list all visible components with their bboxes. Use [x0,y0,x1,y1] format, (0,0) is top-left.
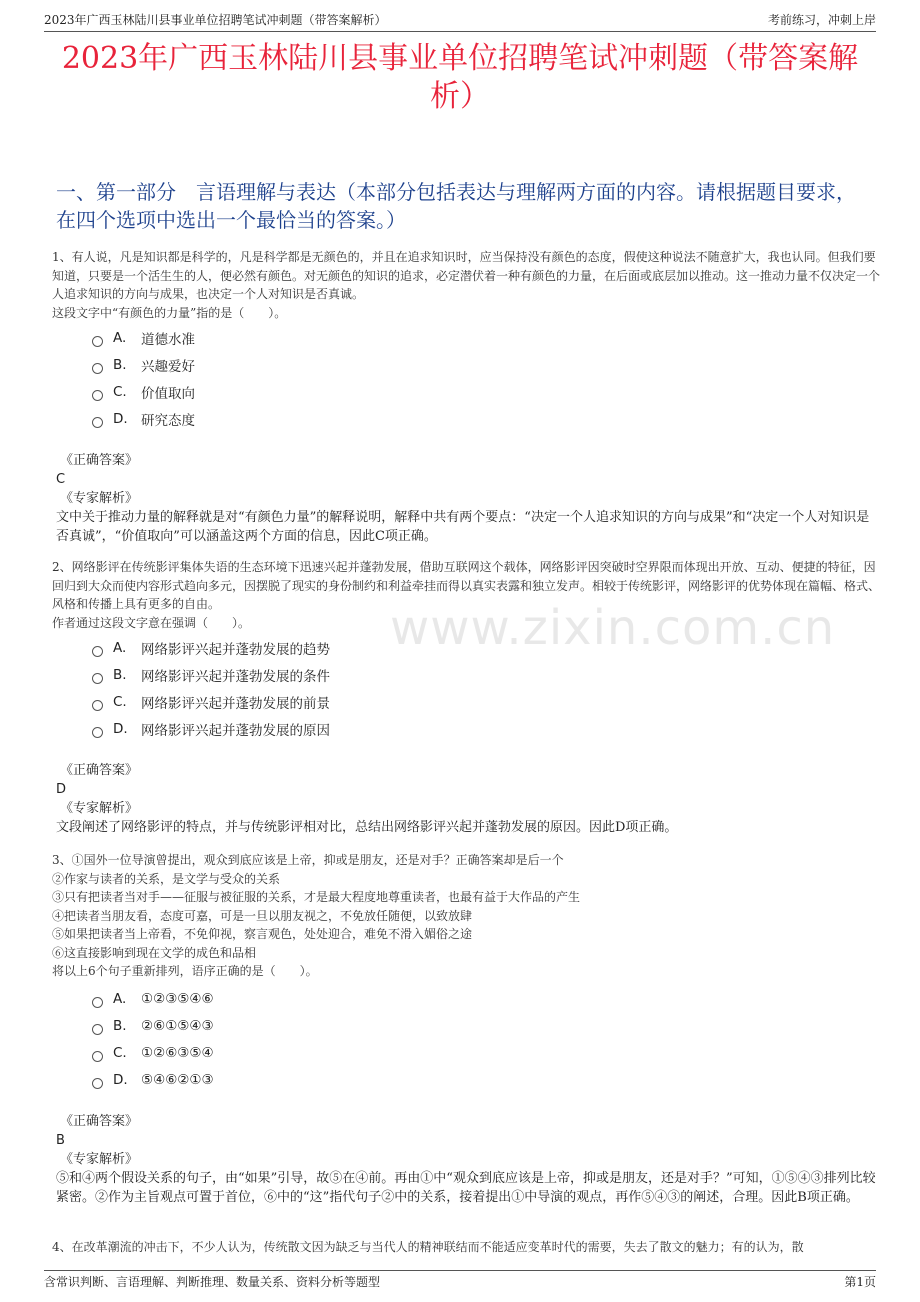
answer-label: 《正确答案》 [60,763,139,778]
radio-icon[interactable] [92,1024,103,1035]
question-3-line-4: ④把读者当朋友看，态度可嘉，可是一旦以朋友视之，不免放任随便，以致放肆 [52,908,473,923]
question-1-option-a[interactable]: A. 道德水准 [92,324,592,351]
question-4-stem [52,1238,880,1257]
radio-icon[interactable] [92,997,103,1008]
question-3-options [92,985,592,1093]
radio-icon[interactable] [92,1078,103,1089]
question-3-line-5: ⑤如果把读者当上帝看，不免仰视，察言观色，处处迎合，难免不滑入媚俗之途 [52,927,473,941]
question-1-option-b[interactable]: B. 兴趣爱好 [92,351,592,378]
question-1-options [92,324,592,432]
radio-icon[interactable] [92,417,103,428]
question-2-options [92,634,592,742]
question-3-option-b[interactable]: B. ②⑥①⑤④③ [92,1012,592,1039]
watermark: www.zixin.com.cn [390,600,836,656]
question-2-option-b[interactable]: B. 网络影评兴起并蓬勃发展的条件 [92,661,592,688]
analysis-label: 《专家解析》 [60,801,139,816]
question-1-prompt: 这段文字中“有颜色的力量”指的是（ ）。 [52,305,287,320]
radio-icon[interactable] [92,727,103,738]
question-3-prompt: 将以上6个句子重新排列，语序正确的是（ ）。 [52,964,318,978]
footer-note: 含常识判断、言语理解、判断推理、数量关系、资料分析等题型 [44,1275,381,1289]
answer-value: B [56,1133,65,1148]
question-3-option-c[interactable]: C. ①②⑥③⑤④ [92,1039,592,1066]
question-2-option-d[interactable]: D. 网络影评兴起并蓬勃发展的原因 [92,715,592,742]
page-header [44,11,876,32]
question-2-option-c[interactable]: C. 网络影评兴起并蓬勃发展的前景 [92,688,592,715]
question-1-answer [56,451,876,546]
radio-icon[interactable] [92,700,103,711]
question-2-stem [52,558,880,632]
radio-icon[interactable] [92,363,103,374]
page-title: 2023年广西玉林陆川县事业单位招聘笔试冲刺题（带答案解析） [61,41,859,114]
question-3-option-d[interactable]: D. ⑤④⑥②①③ [92,1066,592,1093]
question-2-prompt: 作者通过这段文字意在强调（ ）。 [52,615,251,630]
radio-icon[interactable] [92,336,103,347]
radio-icon[interactable] [92,1051,103,1062]
question-3-line-1: 3、①国外一位导演曾提出，观众到底应该是上帝，抑或是朋友，还是对手？正确答案却是后一个 [52,853,564,867]
section-heading: 一、第一部分 言语理解与表达（本部分包括表达与理解两方面的内容。请根据题目要求，在四个选项中选出一个最恰当的答案。） [56,180,856,232]
question-2-option-a[interactable]: A. 网络影评兴起并蓬勃发展的趋势 [92,634,592,661]
question-1-option-c[interactable]: C. 价值取向 [92,378,592,405]
question-1-stem [52,248,880,322]
question-1-option-d[interactable]: D. 研究态度 [92,405,592,432]
analysis-text: ⑤和④两个假设关系的句子，由“如果”引导，故⑤在④前。再由①中“观众到底应该是上帝，抑或是朋友，还是对手？”可知，①⑤④③排列比较紧密。②作为主旨观点可置于首位，⑥中的“这”指代句子②中的关系，接着提出①中导演的观点，再作⑤④③的阐述，合理。因此B项正确。 [56,1171,876,1205]
header-slogan: 考前练习，冲刺上岸 [767,13,876,27]
question-3-option-a[interactable]: A. ①②③⑤④⑥ [92,985,592,1012]
answer-value: C [56,472,66,487]
radio-icon[interactable] [92,646,103,657]
answer-label: 《正确答案》 [60,1114,139,1129]
answer-label: 《正确答案》 [60,453,139,468]
answer-value: D [56,782,67,797]
question-4-text: 4、在改革潮流的冲击下，不少人认为，传统散文因为缺乏与当代人的精神联结而不能适应变革时代的需要，失去了散文的魅力；有的认为，散 [52,1240,804,1254]
analysis-label: 《专家解析》 [60,1152,139,1167]
question-3-line-2: ②作家与读者的关系，是文学与受众的关系 [52,871,281,886]
analysis-text: 文中关于推动力量的解释就是对“有颜色力量”的解释说明，解释中共有两个要点：“决定一个人追求知识的方向与成果”和“决定一个人对知识是否真诚”，“价值取向”可以涵盖这两个方面的信息，因此C项正确。 [56,510,870,544]
analysis-text: 文段阐述了网络影评的特点，并与传统影评相对比，总结出网络影评兴起并蓬勃发展的原因。因此D项正确。 [56,820,678,835]
question-3-stem [52,851,880,981]
question-3-answer [56,1112,876,1207]
question-3-line-6: ⑥这直接影响到现在文学的成色和品相 [52,945,257,960]
question-2-answer [56,761,876,837]
question-1-text: 1、有人说，凡是知识都是科学的，凡是科学都是无颜色的，并且在追求知识时，应当保持没有颜色的态度，假使这种说法不随意扩大，我也认同。但我们要知道，只要是一个活生生的人，便必然有颜色。对无颜色的知识的追求，必定潜伏着一种有颜色的力量，在后面或底层加以推动。这一推动力量不仅决定一个人追求知识的方向与成果，也决定一个人对知识是否真诚。 [52,250,881,301]
radio-icon[interactable] [92,673,103,684]
question-3-line-3: ③只有把读者当对手——征服与被征服的关系，才是最大程度地尊重读者，也最有益于大作品的产生 [52,890,581,904]
question-2-text: 2、网络影评在传统影评集体失语的生态环境下迅速兴起并蓬勃发展，借助互联网这个载体，网络影评因突破时空界限而体现出开放、互动、便捷的特征，因回归到大众而使内容形式趋向多元，因摆脱了现实的身份制约和利益牵挂而得以真实表露和独立发声。相较于传统影评，网络影评的优势体现在篇幅、格式、风格和传播上具有更多的自由。 [52,560,881,611]
radio-icon[interactable] [92,390,103,401]
analysis-label: 《专家解析》 [60,491,139,506]
page-number: 第1页 [844,1275,876,1289]
header-doc-title: 2023年广西玉林陆川县事业单位招聘笔试冲刺题（带答案解析） [44,13,387,27]
page-footer [44,1270,876,1291]
